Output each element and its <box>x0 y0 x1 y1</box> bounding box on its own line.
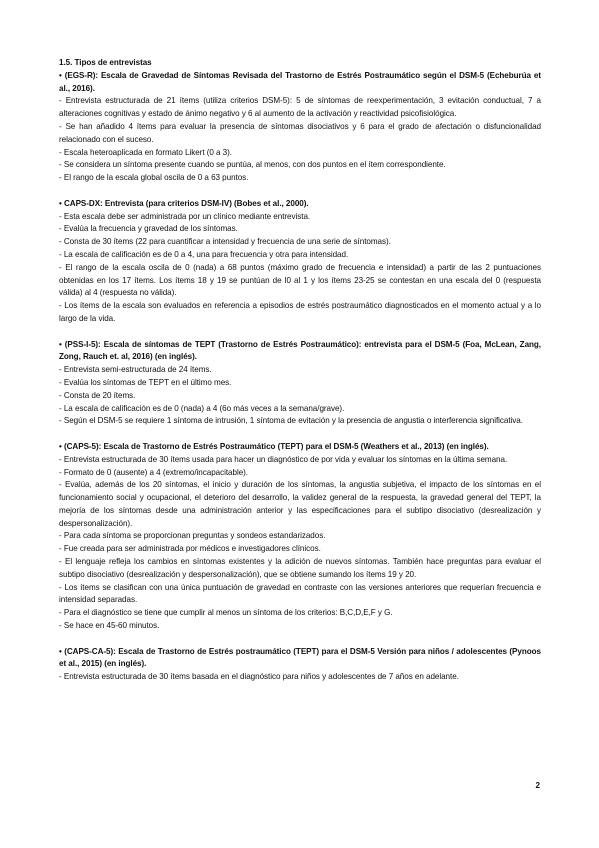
interview-detail: - Fue creada para ser administrada por médicos e investigadores clínicos. <box>59 544 321 554</box>
interview-title-text: CAPS-DX: Entrevista (para criterios DSM-IV) (Bobes et al., 2000). <box>63 198 309 208</box>
interview-detail: - Se considera un síntoma presente cuando se puntúa, al menos, con dos puntos en el ítem correspondiente. <box>59 160 446 170</box>
interview-title-text: (PSS-I-5): Escala de síntomas de TEPT (Trastorno de Estrés Postraumático): entrevista para el DSM-5 (Foa, McLean, Zang, Zong, Rauch et. al, 2016) (en inglés). <box>59 339 542 362</box>
interview-detail: - El rango de la escala oscila de 0 (nada) a 68 puntos (máximo grado de frecuencia e intensidad) a partir de las 2 puntuaciones obtenidas en los 17 ítems. Los ítems 18 y 19 se puntúan de l0 al 1 y los ítems 23-25 se contestan en una escala del 0 (respuesta válida) al 4 (respuesta no válida). <box>59 262 541 298</box>
interview-block <box>59 198 541 326</box>
interview-detail: - Entrevista semi-estructurada de 24 ítems. <box>59 365 212 375</box>
bullet-icon: • <box>59 646 65 656</box>
interview-detail: - El lenguaje refleja los cambios en síntomas existentes y la adición de nuevos síntomas. También hace preguntas para evaluar el subtipo disociativo (desrealización y despersonalización), que se obtiene sumando los ítems 19 y 20. <box>59 557 541 579</box>
interview-detail: - Entrevista estructurada de 21 ítems (utiliza criterios DSM-5): 5 de síntomas de reexperimentación, 3 evitación conductual, 7 a alteraciones cognitivas y estado de ánimo negativo y 6 al aumento de la activación y reactividad psicofisiológica. <box>59 96 541 119</box>
interview-title <box>59 70 541 96</box>
interview-detail: - Los ítems se clasifican con una única puntuación de gravedad en contraste con las versiones anteriores que requerían frecuencia e intensidad separadas. <box>59 582 541 605</box>
document-content <box>59 57 541 697</box>
interview-title <box>59 441 541 454</box>
interview-detail: - Evalúa, además de los 20 síntomas, el inicio y duración de los síntomas, la angustia subjetiva, el impacto de los síntomas en el funcionamiento social y ocupacional, el deterioro del desarrollo, la validez general de la respuesta, la gravedad general del TEPT, la mejoría de los síntomas desde una administración anterior y las especificaciones para el subtipo disociativo (desrealización y despersonalización). <box>59 480 541 528</box>
interview-detail: - Se hace en 45-60 minutos. <box>59 621 160 631</box>
bullet-icon: • <box>59 198 64 208</box>
interview-detail: - Entrevista estructurada de 30 ítems usada para hacer un diagnóstico de por vida y evaluar los síntomas en la última semana. <box>59 454 508 464</box>
interview-detail: - Escala heteroaplicada en formato Likert (0 a 3). <box>59 147 232 157</box>
bullet-icon: • <box>59 70 65 80</box>
interview-detail: - Para cada síntoma se proporcionan preguntas y sondeos estandarizados. <box>59 531 326 541</box>
interview-detail: - Entrevista estructurada de 30 ítems basada en el diagnóstico para niños y adolescentes de 7 años en adelante. <box>59 672 459 682</box>
interview-detail: - Consta de 30 ítems (22 para cuantificar a intensidad y frecuencia de una serie de síntomas). <box>59 237 391 247</box>
interview-detail: - Evalúa la frecuencia y gravedad de los síntomas. <box>59 224 238 234</box>
interview-detail: - Los ítems de la escala son evaluados en referencia a episodios de estrés postraumático diagnosticados en el momento actual y a lo largo de la vida. <box>59 301 541 323</box>
interview-detail: - Para el diagnóstico se tiene que cumplir al menos un síntoma de los criterios: B,C,D,E,F y G. <box>59 608 393 618</box>
interview-detail: - Esta escala debe ser administrada por un clínico mediante entrevista. <box>59 211 311 221</box>
interview-title-text: (CAPS-CA-5): Escala de Trastorno de Estrés postraumático (TEPT) para el DSM-5 Versión para niños / adolescentes (Pynoos et al., 2015) (en inglés). <box>59 646 541 669</box>
section-heading: 1.5. Tipos de entrevistas <box>59 58 152 67</box>
interview-detail: - Según el DSM-5 se requiere 1 síntoma de intrusión, 1 síntoma de evitación y la presencia de angustia o interferencia significativa. <box>59 416 523 426</box>
interview-title <box>59 339 541 365</box>
interview-title <box>59 646 541 672</box>
interview-detail: - La escala de calificación es de 0 (nada) a 4 (6o más veces a la semana/grave). <box>59 403 345 413</box>
interview-title-text: (CAPS-5): Escala de Trastorno de Estrés Postraumático (TEPT) para el DSM-5 (Weathers et al., 2013) (en inglés). <box>63 441 489 451</box>
interview-detail: - Evalúa los síntomas de TEPT en el último mes. <box>59 377 232 387</box>
interview-detail: - Se han añadido 4 ítems para evaluar la presencia de síntomas disociativos y 6 para el grado de afectación o disfuncionalidad relacionado con el suceso. <box>59 121 541 144</box>
interview-list <box>59 70 541 684</box>
bullet-icon: • <box>59 339 65 349</box>
page-number: 2 <box>535 781 540 790</box>
interview-title <box>59 198 541 211</box>
interview-detail: - Consta de 20 ítems. <box>59 390 136 400</box>
interview-detail: - La escala de calificación es de 0 a 4, una para frecuencia y otra para intensidad. <box>59 249 349 259</box>
interview-detail: - Formato de 0 (ausente) a 4 (extremo/incapacitable). <box>59 467 248 477</box>
interview-block <box>59 339 541 429</box>
interview-title-text: (EGS-R): Escala de Gravedad de Síntomas Revisada del Trastorno de Estrés Postraumático según el DSM-5 (Echeburúa et al., 2016). <box>59 70 542 93</box>
interview-block <box>59 646 541 684</box>
interview-detail: - El rango de la escala global oscila de 0 a 63 puntos. <box>59 173 249 183</box>
bullet-icon: • <box>59 441 64 451</box>
interview-block <box>59 70 541 185</box>
interview-block <box>59 441 541 633</box>
